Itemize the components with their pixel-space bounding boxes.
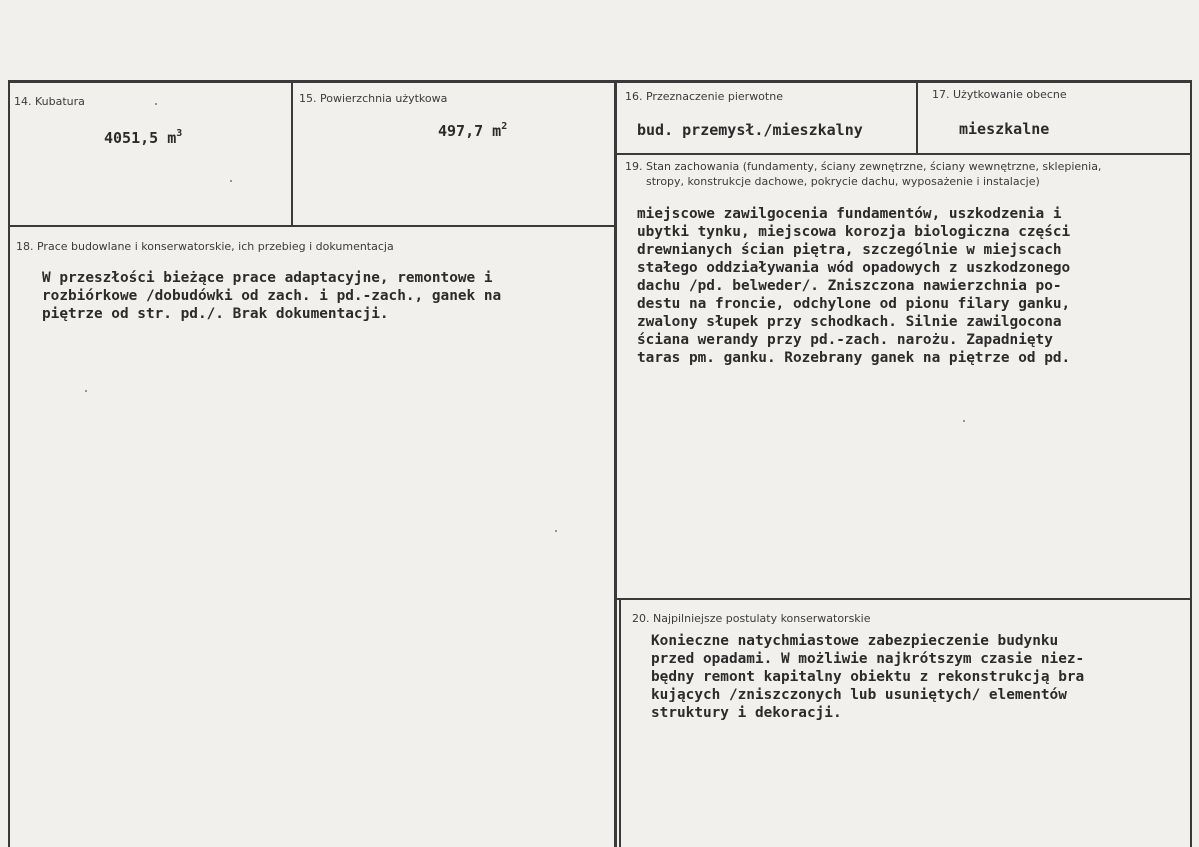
field-20-line: kujących /zniszczonych lub usuniętych/ elementów <box>651 687 1067 703</box>
field-19-line: stałego oddziaływania wód opadowych z uszkodzonego <box>637 260 1071 276</box>
field-16-value: bud. przemysł./mieszkalny <box>637 121 863 139</box>
field-20-label: 20. Najpilniejsze postulaty konserwatorskie <box>632 612 871 625</box>
volume-exponent: 3 <box>176 128 183 139</box>
rule-under-16-17 <box>615 153 1191 155</box>
field-20-line: struktury i dekoracji. <box>651 705 842 721</box>
rule-under-14-15 <box>8 225 616 227</box>
field-18-line: W przeszłości bieżące prace adaptacyjne, remontowe i <box>42 270 493 286</box>
field-20-line: Konieczne natychmiastowe zabezpieczenie budynku <box>651 633 1059 649</box>
field-18-label: 18. Prace budowlane i konserwatorskie, ich przebieg i dokumentacja <box>16 240 394 253</box>
paper-speck <box>963 420 965 422</box>
field-17-label: 17. Użytkowanie obecne <box>932 88 1067 101</box>
field-19-line: drewnianych ścian piętra, szczególnie w miejscach <box>637 242 1062 258</box>
field-14-value <box>104 128 182 147</box>
field-19-line: dachu /pd. belweder/. Zniszczona nawierzchnia po- <box>637 278 1062 294</box>
divider-16-17 <box>916 82 918 154</box>
field-19-label-line-2: stropy, konstrukcje dachowe, pokrycie dachu, wyposażenie i instalacje) <box>646 175 1040 188</box>
right-border <box>1190 80 1192 847</box>
field-19-line: taras pm. ganku. Rozebrany ganek na piętrze od pd. <box>637 350 1071 366</box>
divider-14-15 <box>291 82 293 227</box>
field-20-line: przed opadami. W możliwie najkrótszym czasie niez- <box>651 651 1085 667</box>
paper-speck <box>230 180 232 182</box>
volume-value: 4051,5 m <box>104 129 177 147</box>
field-16-label: 16. Przeznaczenie pierwotne <box>625 90 783 103</box>
area-value: 497,7 m <box>438 122 502 140</box>
field-15-label: 15. Powierzchnia użytkowa <box>299 92 448 105</box>
field-19-line: ubytki tynku, miejscowa korozja biologiczna części <box>637 224 1071 240</box>
paper-speck <box>85 390 87 392</box>
divider-main <box>614 82 617 847</box>
field-20-text <box>651 632 1084 722</box>
paper-speck <box>555 530 557 532</box>
area-exponent: 2 <box>501 121 508 132</box>
field-19-line: miejscowe zawilgocenia fundamentów, uszkodzenia i <box>637 206 1062 222</box>
field-14-label: 14. Kubatura <box>14 95 85 108</box>
field-20-line: będny remont kapitalny obiektu z rekonstrukcją bra <box>651 669 1085 685</box>
field-18-line: piętrze od str. pd./. Brak dokumentacji. <box>42 306 389 322</box>
field-19-line: zwalony słupek przy schodkach. Silnie zawilgocona <box>637 314 1062 330</box>
field-19-text <box>637 205 1070 367</box>
field-18-text <box>42 269 501 323</box>
field-15-value <box>438 121 507 140</box>
left-border <box>8 80 10 847</box>
field-17-value: mieszkalne <box>959 120 1050 138</box>
paper-speck <box>155 103 157 105</box>
top-rule <box>8 80 1191 83</box>
rule-under-19 <box>615 598 1191 600</box>
field-19-label-line-1: 19. Stan zachowania (fundamenty, ściany zewnętrzne, ściany wewnętrzne, sklepienia, <box>625 160 1102 173</box>
field-18-line: rozbiórkowe /dobudówki od zach. i pd.-zach., ganek na <box>42 288 502 304</box>
field-19-line: destu na froncie, odchylone od pionu filary ganku, <box>637 296 1071 312</box>
box-20-left <box>619 598 621 847</box>
field-19-line: ściana werandy przy pd.-zach. narożu. Zapadnięty <box>637 332 1053 348</box>
